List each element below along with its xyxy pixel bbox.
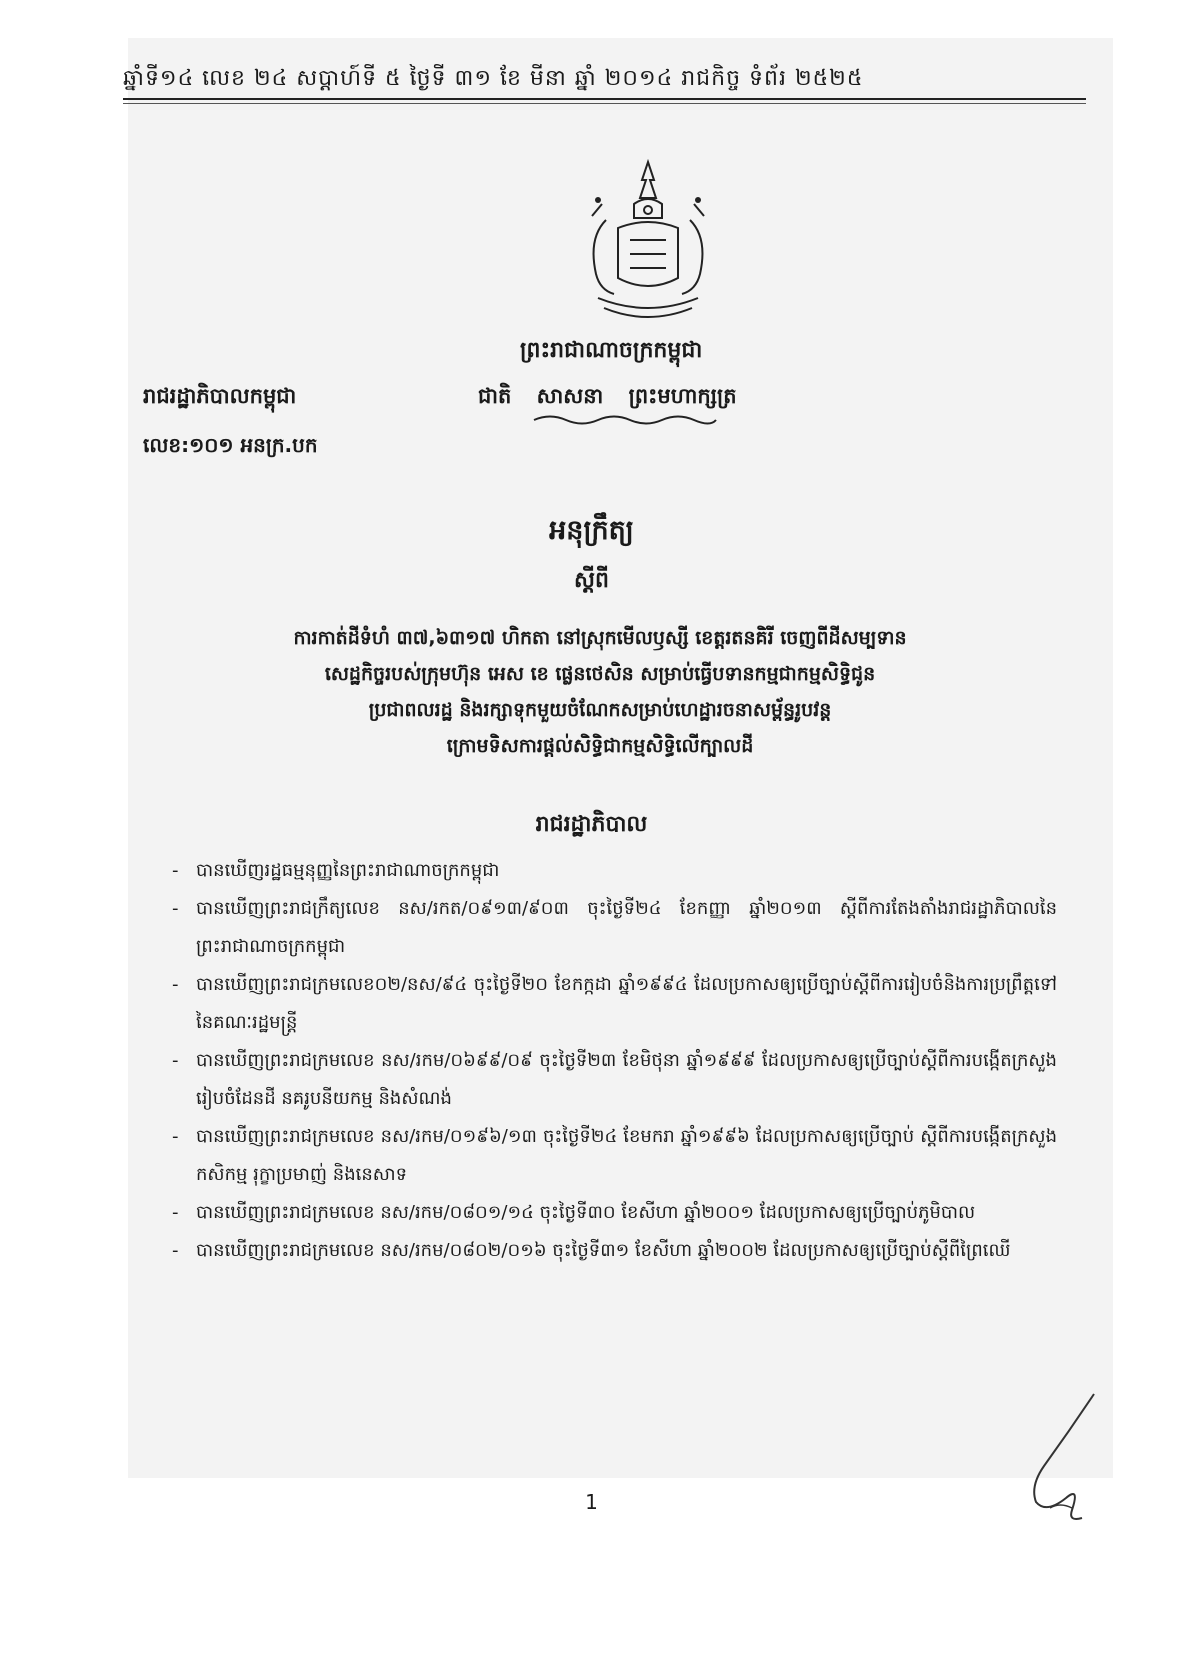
kingdom-name: ព្រះរាជាណាចក្រកម្ពុជា bbox=[520, 338, 703, 363]
reference-item: - បានឃើញព្រះរាជក្រមលេខ០២/នស/៩៤ ចុះថ្ងៃទី២០ ខែកក្កដា ឆ្នាំ១៩៩៤ ដែលប្រកាសឲ្យប្រើច្បាប់ស្ដីពីការរៀបចំនិងការប្រព្រឹត្តទៅនៃគណៈរដ្ឋមន្ត្រី bbox=[172, 966, 1057, 1042]
about-label: ស្ដីពី bbox=[574, 568, 609, 593]
reference-item: - បានឃើញព្រះរាជក្រឹត្យលេខ នស/រកត/០៩១៣/៩០៣ ចុះថ្ងៃទី២៤ ខែកញ្ញា ឆ្នាំ២០១៣ ស្ដីពីការតែងតាំងរាជរដ្ឋាភិបាលនៃព្រះរាជាណាចក្រកម្ពុជា bbox=[172, 890, 1057, 966]
reference-item: - បានឃើញព្រះរាជក្រមលេខ នស/រកម/០៦៩៩/០៩ ចុះថ្ងៃទី២៣ ខែមិថុនា ឆ្នាំ១៩៩៩ ដែលប្រកាសឲ្យប្រើច្បាប់ស្ដីពីការបង្កើតក្រសួងរៀបចំដែនដី នគរូបនីយកម្ម និងសំណង់ bbox=[172, 1042, 1057, 1118]
ornament-divider bbox=[530, 413, 720, 427]
document-type-title: អនុក្រឹត្យ bbox=[549, 515, 634, 546]
handwritten-signature bbox=[1010, 1390, 1100, 1530]
title-line: ក្រោមទិសការផ្តល់សិទ្ធិជាកម្មសិទ្ធិលើក្បាលដី bbox=[446, 735, 754, 757]
legal-references-list bbox=[172, 852, 1057, 1270]
header-rule bbox=[123, 98, 1086, 104]
reference-item: - បានឃើញរដ្ឋធម្មនុញ្ញនៃព្រះរាជាណាចក្រកម្ពុជា bbox=[172, 852, 1057, 890]
national-motto: ជាតិ សាសនា ព្រះមហាក្សត្រ bbox=[478, 384, 737, 408]
title-line: សេដ្ឋកិច្ចរបស់ក្រុមហ៊ុន អេស ខេ ផ្លេនថេសិន សម្រាប់ធ្វើបទានកម្មជាកម្មសិទ្ធិជូន bbox=[324, 663, 876, 685]
title-line: ការកាត់ដីទំហំ ៣៧,៦៣១៧ ហិកតា នៅស្រុកមើលឫស្សី ខេត្តរតនគិរី ចេញពីដីសម្បទាន bbox=[293, 627, 907, 649]
reference-item: - បានឃើញព្រះរាជក្រមលេខ នស/រកម/០៨០១/១៤ ចុះថ្ងៃទី៣០ ខែសីហា ឆ្នាំ២០០១ ដែលប្រកាសឲ្យប្រើច្បាប់ភូមិបាល bbox=[172, 1194, 1057, 1232]
title-line: ប្រជាពលរដ្ឋ និងរក្សាទុកមួយចំណែកសម្រាប់ហេដ្ឋារចនាសម្ព័ន្ធរូបវន្ត bbox=[368, 699, 832, 721]
page-number: 1 bbox=[585, 1490, 598, 1514]
document-number: លេខ:១០១ អនក្រ.បក bbox=[143, 433, 318, 457]
gazette-header: ឆ្នាំទី១៤ លេខ ២៤ សប្ដាហ៍ទី ៥ ថ្ងៃទី ៣១ ខែ មីនា ឆ្នាំ ២០១៤ រាជកិច្ច ទំព័រ ២៥២៥ bbox=[123, 66, 864, 91]
decree-title bbox=[150, 620, 1050, 764]
issuer-heading: រាជរដ្ឋាភិបាល bbox=[535, 812, 648, 837]
royal-arms-emblem bbox=[578, 158, 718, 328]
reference-item: - បានឃើញព្រះរាជក្រមលេខ នស/រកម/០៨០២/០១៦ ចុះថ្ងៃទី៣១ ខែសីហា ឆ្នាំ២០០២ ដែលប្រកាសឲ្យប្រើច្បាប់ស្ដីពីព្រៃឈើ bbox=[172, 1232, 1057, 1270]
reference-item: - បានឃើញព្រះរាជក្រមលេខ នស/រកម/០១៩៦/១៣ ចុះថ្ងៃទី២៤ ខែមករា ឆ្នាំ១៩៩៦ ដែលប្រកាសឲ្យប្រើច្បាប់ ស្ដីពីការបង្កើតក្រសួងកសិកម្ម រុក្ខាប្រមាញ់ និងនេសាទ bbox=[172, 1118, 1057, 1194]
government-name: រាជរដ្ឋាភិបាលកម្ពុជា bbox=[143, 384, 297, 408]
